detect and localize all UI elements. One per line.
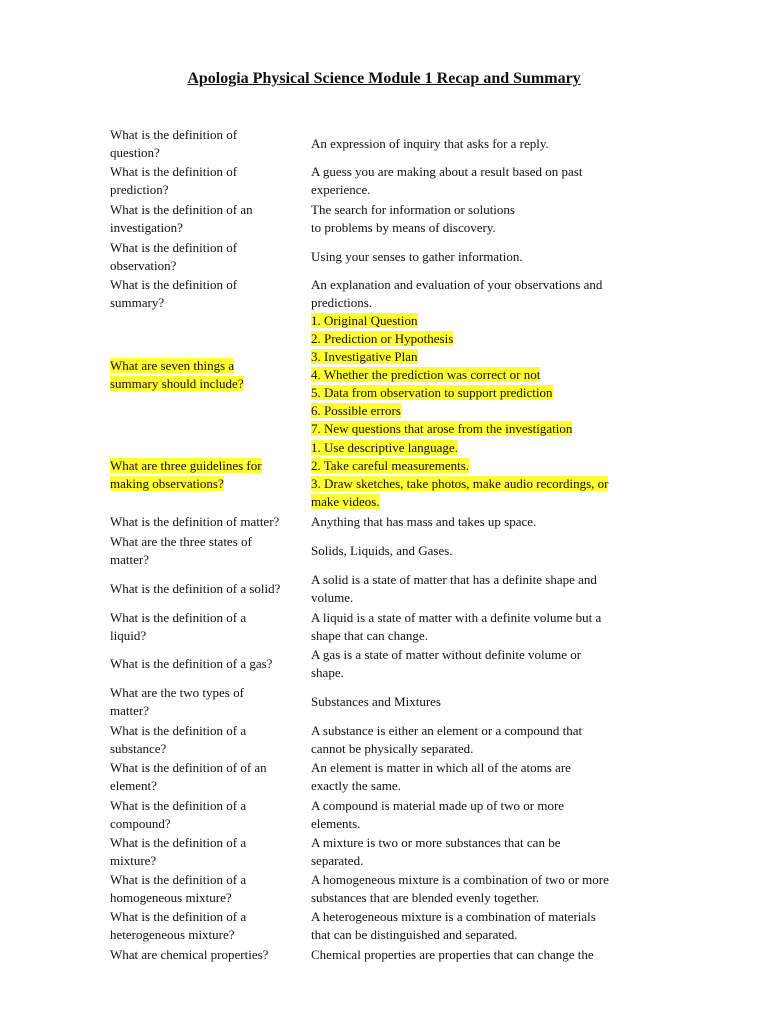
qa-row [110, 608, 670, 645]
list-item: make videos. [311, 494, 380, 509]
answer-cell: An explanation and evaluation of your observations and predictions. [311, 276, 603, 310]
answer-cell: A solid is a state of matter that has a definite shape and volume. [311, 572, 597, 605]
document-title [0, 70, 768, 88]
qa-row [110, 570, 670, 608]
qa-row [110, 200, 670, 238]
qa-row [110, 645, 670, 683]
qa-row-highlighted [110, 438, 670, 512]
question-cell: What is the definition of a compound? [110, 797, 247, 831]
list-item: 3. Draw sketches, take photos, make audio recordings, or [311, 476, 609, 491]
qa-row [110, 512, 670, 532]
question-cell: What is the definition of observation? [110, 239, 238, 273]
question-cell: What is the definition of a homogeneous mixture? [110, 871, 247, 905]
list-item: 7. New questions that arose from the investigation [311, 421, 573, 436]
qa-row [110, 162, 670, 200]
answer-cell: A mixture is two or more substances that can be separated. [311, 834, 561, 868]
qa-row [110, 275, 670, 312]
answer-cell: Anything that has mass and takes up space. [311, 514, 537, 529]
question-cell: What is the definition of a mixture? [110, 834, 247, 868]
question-cell: What is the definition of an investigation? [110, 202, 253, 235]
qa-row [110, 945, 670, 965]
answer-cell: A heterogeneous mixture is a combination of materials that can be distinguished and separated. [311, 909, 596, 942]
qa-row [110, 721, 670, 758]
question-cell: What is the definition of matter? [110, 514, 280, 529]
answer-cell: Using your senses to gather information. [311, 248, 523, 264]
answer-cell: A liquid is a state of matter with a definite volume but a shape that can change. [311, 609, 602, 643]
qa-row [110, 796, 670, 833]
list-item: 3. Investigative Plan [311, 349, 418, 364]
question-cell: What is the definition of of an element? [110, 760, 267, 793]
qa-row [110, 907, 670, 945]
qa-table [110, 126, 670, 965]
question-cell: What is the definition of a solid? [110, 581, 281, 596]
question-cell: What is the definition of a liquid? [110, 609, 247, 643]
question-cell [110, 457, 310, 493]
list-item: 2. Take careful measurements. [311, 458, 470, 473]
qa-row [110, 758, 670, 796]
document-title-text: Apologia Physical Science Module 1 Recap and Summary [187, 70, 581, 87]
qa-row [110, 238, 670, 275]
answer-cell: Substances and Mixtures [311, 694, 441, 709]
question-cell: What are chemical properties? [110, 947, 269, 962]
qa-row [110, 870, 670, 907]
answer-cell: A homogeneous mixture is a combination of two or more substances that are blended evenly together. [311, 871, 609, 905]
list-item: 6. Possible errors [311, 403, 401, 418]
answer-cell: A compound is material made up of two or more elements. [311, 797, 565, 831]
qa-row [110, 532, 670, 570]
question-cell: What is the definition of a heterogeneous mixture? [110, 909, 247, 942]
question-cell: What is the definition of question? [110, 127, 238, 160]
answer-cell: An expression of inquiry that asks for a reply. [311, 136, 549, 151]
qa-row [110, 126, 670, 162]
answer-cell: The search for information or solutions to problems by means of discovery. [311, 202, 515, 235]
answer-cell: A substance is either an element or a compound that cannot be physically separated. [311, 722, 583, 756]
question-cell: What is the definition of prediction? [110, 164, 238, 197]
answer-list [311, 439, 666, 511]
list-item: 1. Original Question [311, 313, 418, 328]
question-cell: What is the definition of a gas? [110, 656, 273, 671]
answer-cell: An element is matter in which all of the atoms are exactly the same. [311, 760, 571, 793]
highlighted-question-text: What are three guidelines for making observations? [110, 458, 262, 491]
question-cell: What are the two types of matter? [110, 685, 244, 718]
qa-row [110, 833, 670, 870]
question-cell [110, 357, 310, 393]
list-item: 1. Use descriptive language. [311, 440, 458, 455]
list-item: 5. Data from observation to support prediction [311, 385, 553, 400]
question-cell: What is the definition of a substance? [110, 722, 247, 756]
qa-row-highlighted [110, 312, 670, 438]
question-cell: What are the three states of matter? [110, 534, 252, 567]
list-item: 4. Whether the prediction was correct or not [311, 367, 541, 382]
answer-cell: A gas is a state of matter without definite volume or shape. [311, 647, 582, 680]
answer-cell: A guess you are making about a result based on past experience. [311, 164, 583, 197]
question-cell: What is the definition of summary? [110, 276, 238, 310]
qa-row [110, 683, 670, 721]
highlighted-question-text: What are seven things a summary should include? [110, 358, 244, 391]
answer-cell: Solids, Liquids, and Gases. [311, 543, 453, 558]
answer-list [311, 312, 666, 438]
answer-cell: Chemical properties are properties that can change the [311, 947, 594, 962]
list-item: 2. Prediction or Hypothesis [311, 331, 454, 346]
